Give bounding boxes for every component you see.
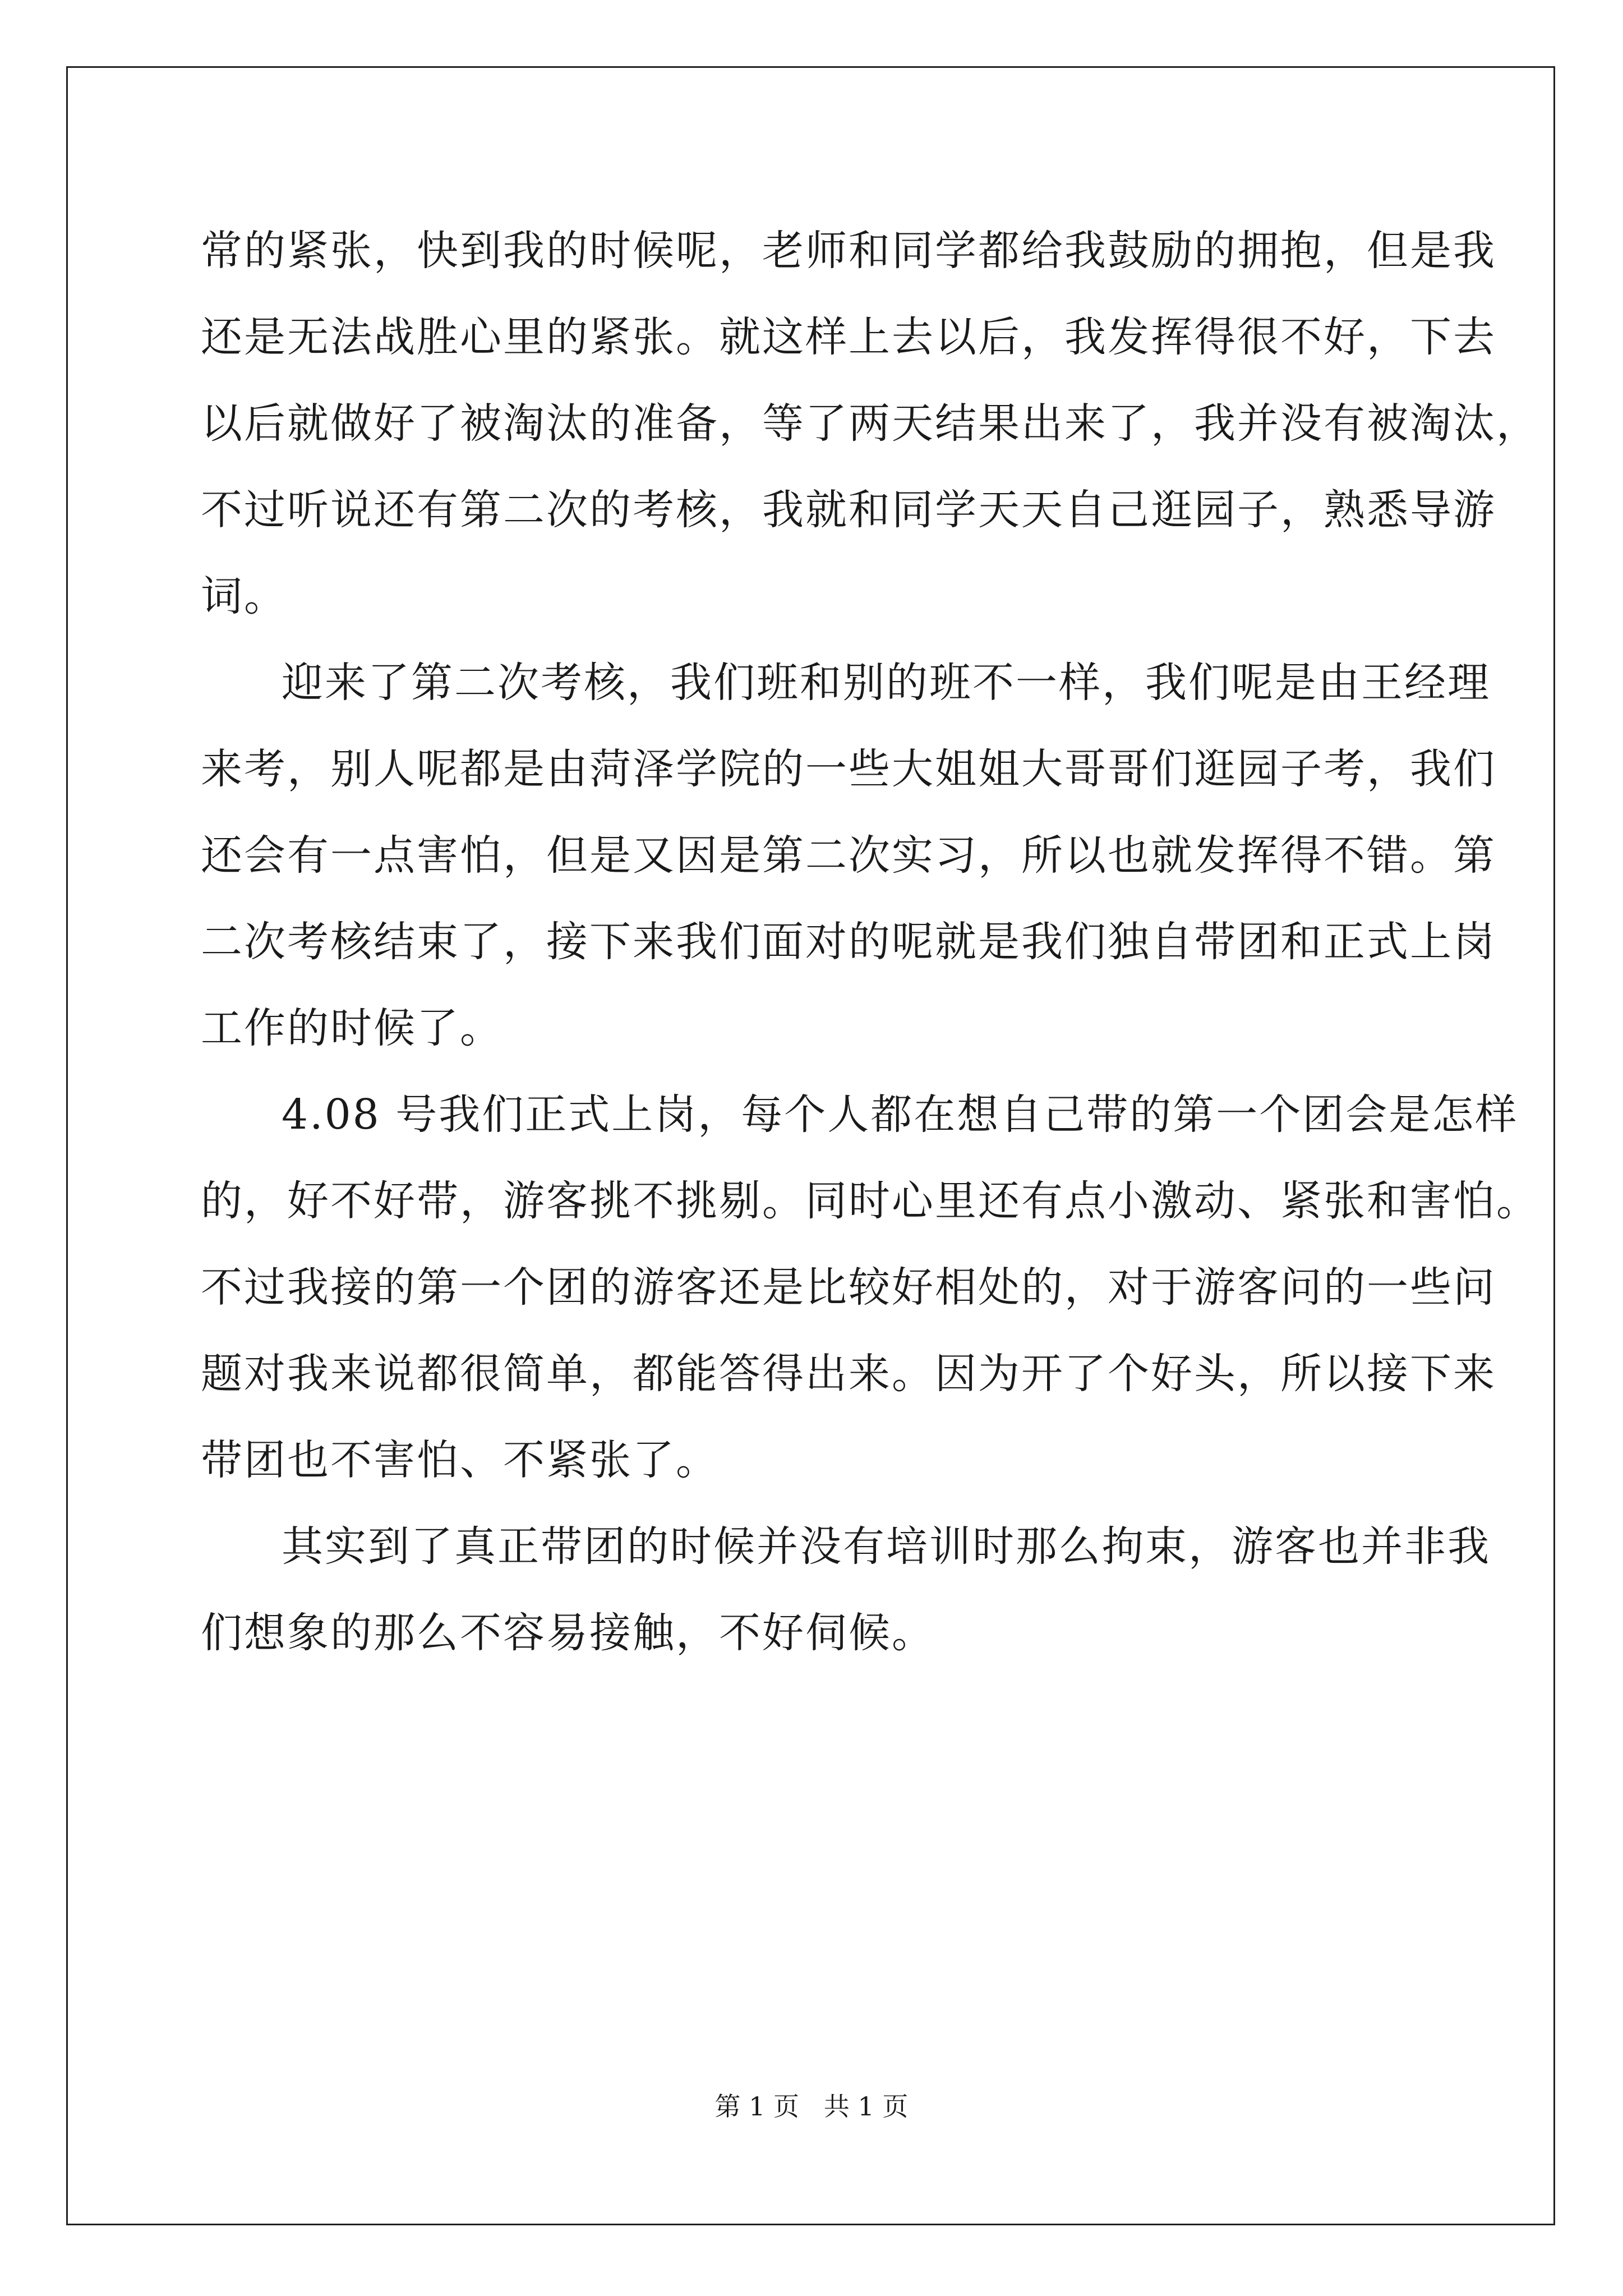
text-line: 带团也不害怕、不紧张了。: [201, 1436, 719, 1484]
paragraph-first-line: 4.08 号我们正式上岗，每个人都在想自己带的第一个团会是怎样: [282, 1091, 1519, 1139]
text-line: 还会有一点害怕，但是又因是第二次实习，所以也就发挥得不错。第: [201, 831, 1496, 880]
text-line: 常的紧张，快到我的时候呢，老师和同学都给我鼓励的拥抱，但是我: [201, 227, 1496, 275]
page-footer: 第 1 页 共 1 页: [714, 2091, 909, 2122]
text-line: 们想象的那么不容易接触，不好伺候。: [201, 1609, 935, 1657]
paragraph-first-line: 其实到了真正带团的时候并没有培训时那么拘束，游客也并非我: [282, 1522, 1491, 1571]
text-line: 来考，别人呢都是由菏泽学院的一些大姐姐大哥哥们逛园子考，我们: [201, 745, 1496, 793]
text-line: 词。: [201, 572, 287, 620]
text-line: 的，好不好带，游客挑不挑剔。同时心里还有点小激动、紧张和害怕。: [201, 1177, 1539, 1225]
text-line: 题对我来说都很简单，都能答得出来。因为开了个好头，所以接下来: [201, 1350, 1496, 1398]
text-line: 不过听说还有第二次的考核，我就和同学天天自己逛园子，熟悉导游: [201, 486, 1496, 534]
text-line: 二次考核结束了，接下来我们面对的呢就是我们独自带团和正式上岗: [201, 918, 1496, 966]
text-line: 以后就做好了被淘汰的准备，等了两天结果出来了，我并没有被淘汰，: [201, 399, 1539, 448]
text-line: 不过我接的第一个团的游客还是比较好相处的，对于游客问的一些问: [201, 1263, 1496, 1312]
page-border: [66, 66, 1555, 2225]
text-line: 工作的时候了。: [201, 1004, 503, 1052]
paragraph-first-line: 迎来了第二次考核，我们班和别的班不一样，我们呢是由王经理: [282, 659, 1491, 707]
text-line: 还是无法战胜心里的紧张。就这样上去以后，我发挥得很不好，下去: [201, 313, 1496, 361]
